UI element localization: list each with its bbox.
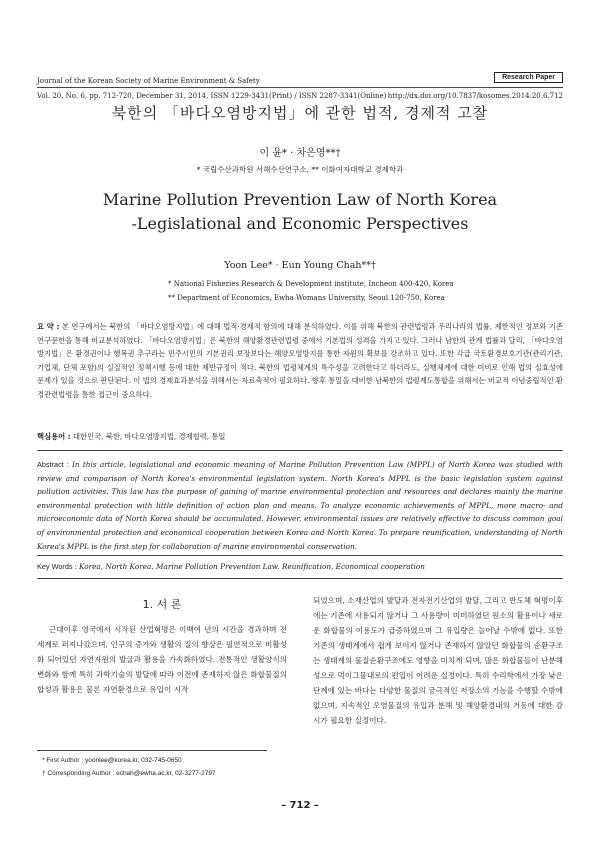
korean-abstract-label: 요 약 : — [37, 322, 60, 331]
english-affiliation-2: ** Department of Economics, Ewha Womans University, Seoul 120-750, Korea — [168, 294, 445, 302]
body-left-column: 근대이후 영국에서 시작된 산업혁명은 이백여 년의 시간을 경과하며 전 세계로 퍼져나갔으며, 인구의 증가와 생활의 질의 향상은 필연적으로 비활성화 되어있던 자연자원의 발굴과 활용을 가속화하였다. 전통적인 생활양식의 변화와 함께 특히 과학기술의 발달에 따라 이전에 존재하지 않은 화합물질의 합성과 활용은 물론 자연환경으로 유입이 시작 — [37, 625, 287, 694]
english-affiliation-1: * National Fisheries Research & Development institute, Incheon 400-420, Korea — [168, 280, 454, 288]
korean-keywords-label: 핵심용어 : — [37, 432, 71, 441]
abstract-text: In this article, legislational and economic meaning of Marine Pollution Prevention Law (MPPL) of North Korea was studied with review and comparison of North Korea's environmental legislation system. North Korea's MPPL is the basic legislation system against pollution activities. This law has the purpose of gaining of marine environmental protection and resources and declares mainly the marine environmental protection with little definition of action plan and means. To analyze economic achievements of MPPL, more macro- and microeconomic data of North Korea should be accumulated. However, environmental issues are relatively effective to discuss common goal of environmental protection and economical cooperation between Korea and North Korea. To prepare reunification, understanding of North Korea's MPPL is the first step for collaboration of marine environmental conservation. — [37, 460, 563, 551]
journal-name: Journal of the Korean Society of Marine Environment & Safety — [37, 77, 260, 85]
korean-keywords-text: 대한민국, 북한, 바다오염방지법, 경제협력, 통일 — [72, 432, 226, 441]
english-keywords — [37, 560, 563, 574]
footnote-first-author: * First Author : yoonlee@korea.kr, 032-745-0650 — [42, 757, 182, 764]
korean-keywords — [37, 430, 563, 444]
article-type-badge: Research Paper — [494, 72, 563, 83]
body-divider — [37, 578, 563, 579]
korean-authors: 이 윤* · 차은영**† — [259, 148, 341, 159]
english-title-line1: Marine Pollution Prevention Law of North Korea — [102, 190, 498, 209]
page-number: – 712 – — [281, 800, 319, 811]
korean-title: 북한의 「바다오염방지법」에 관한 법적, 경제적 고찰 — [111, 104, 489, 122]
korean-affiliation: * 국립수산과학원 서해수산연구소, ** 이화여자대학교 경제학과 — [196, 165, 404, 174]
korean-abstract-text: 본 연구에서는 북한의 「바다오염방지법」에 대해 법적·경제적 함의에 대해 분석하였다. 이를 위해 북한의 관련법령과 우리나라의 법률, 제한적인 정보와 기존 연구문헌을 통해 비교분석하였다. 「바다오염방지법」은 북한의 해양환경관련법령 중에서 기본법의 성격을 가지고 있다. 그러나 남한의 관계 법률과 달리, 「바다오염방지법」은 환경권이나 행복권 추구라는 민주시민의 기본권리 보장보다는 해양오염방지를 통한 자원의 확보를 강조하고 있다. 또한 각급 국토환경보호기관(관리기관, 기업체, 단체 포함)의 실질적인 정책시행 등에 대한 제반규정이 적다. 북한의 법령체계의 특수성을 고려한다고 하더라도, 실행체계에 대한 미비로 인해 법의 실효성에 문제가 있을 것으로 판단된다. 이 법의 경제효과분석을 위해서는 자료축적이 필요하다. 향후 통일을 대비한 남북한의 법령제도통합을 위해서는 비교적 이념중립적인 환경관련법령을 통한 접근이 중요하다. — [37, 322, 563, 399]
korean-abstract — [37, 320, 563, 402]
abstract-label: Abstract : — [37, 460, 69, 469]
keywords-divider — [37, 555, 563, 556]
volume-info: Vol. 20, No. 6, pp. 712-720, December 31, 2014, ISSN 1229-3431(Print) / ISSN 2287-3341(Online) — [37, 92, 387, 100]
doi-link[interactable]: http://dx.doi.org/10.7837/kosomes.2014.20.6.712 — [387, 92, 563, 100]
body-right-column: 되었으며, 소재산업의 발달과 전자전기산업의 발달, 그리고 반도체 혁명이후에는 기존에 사용되지 않거나 그 사용량이 미미하였던 원소의 활용이나 새로운 화합물의 이용도가 급증하였으며 그 유입량은 늘어날 수밖에 없다. 또한 기존의 생태계에서 쉽게 보이지 않거나 존재하지 않았던 화합물의 순환구조는 생태계의 물질순환구조에도 영향을 미치게 되며, 많은 화합물들이 난분해성으로 먹이그물내로의 편입이 어려운 실정이다. 특히 수리학에서 가장 낮은 단계에 있는 바다는 다양한 물질의 궁극적인 저장소의 기능을 수행할 수밖에 없으며, 지속적인 오염물질의 유입과 분해 및 해양환경내의 거동에 대한 감시가 필요한 실정이다. — [313, 596, 563, 725]
english-abstract — [37, 458, 563, 553]
keywords-text: Korea, North Korea, Marine Pollution Prevention Law, Reunification, Economical cooperation — [78, 562, 425, 571]
header-rule-top — [37, 87, 563, 88]
english-authors: Yoon Lee* · Eun Young Chah**† — [224, 260, 376, 271]
footnote-rule — [37, 750, 267, 751]
section-heading: 1. 서 론 — [142, 598, 182, 611]
english-title-line2: -Legislational and Economic Perspectives — [131, 214, 469, 233]
english-title — [0, 188, 600, 236]
keywords-label: Key Words : — [37, 562, 77, 571]
footnote-corresponding-author: † Corresponding Author : echah@ewha.ac.kr, 02-3277-2797 — [42, 770, 216, 777]
abstract-divider — [37, 450, 563, 451]
